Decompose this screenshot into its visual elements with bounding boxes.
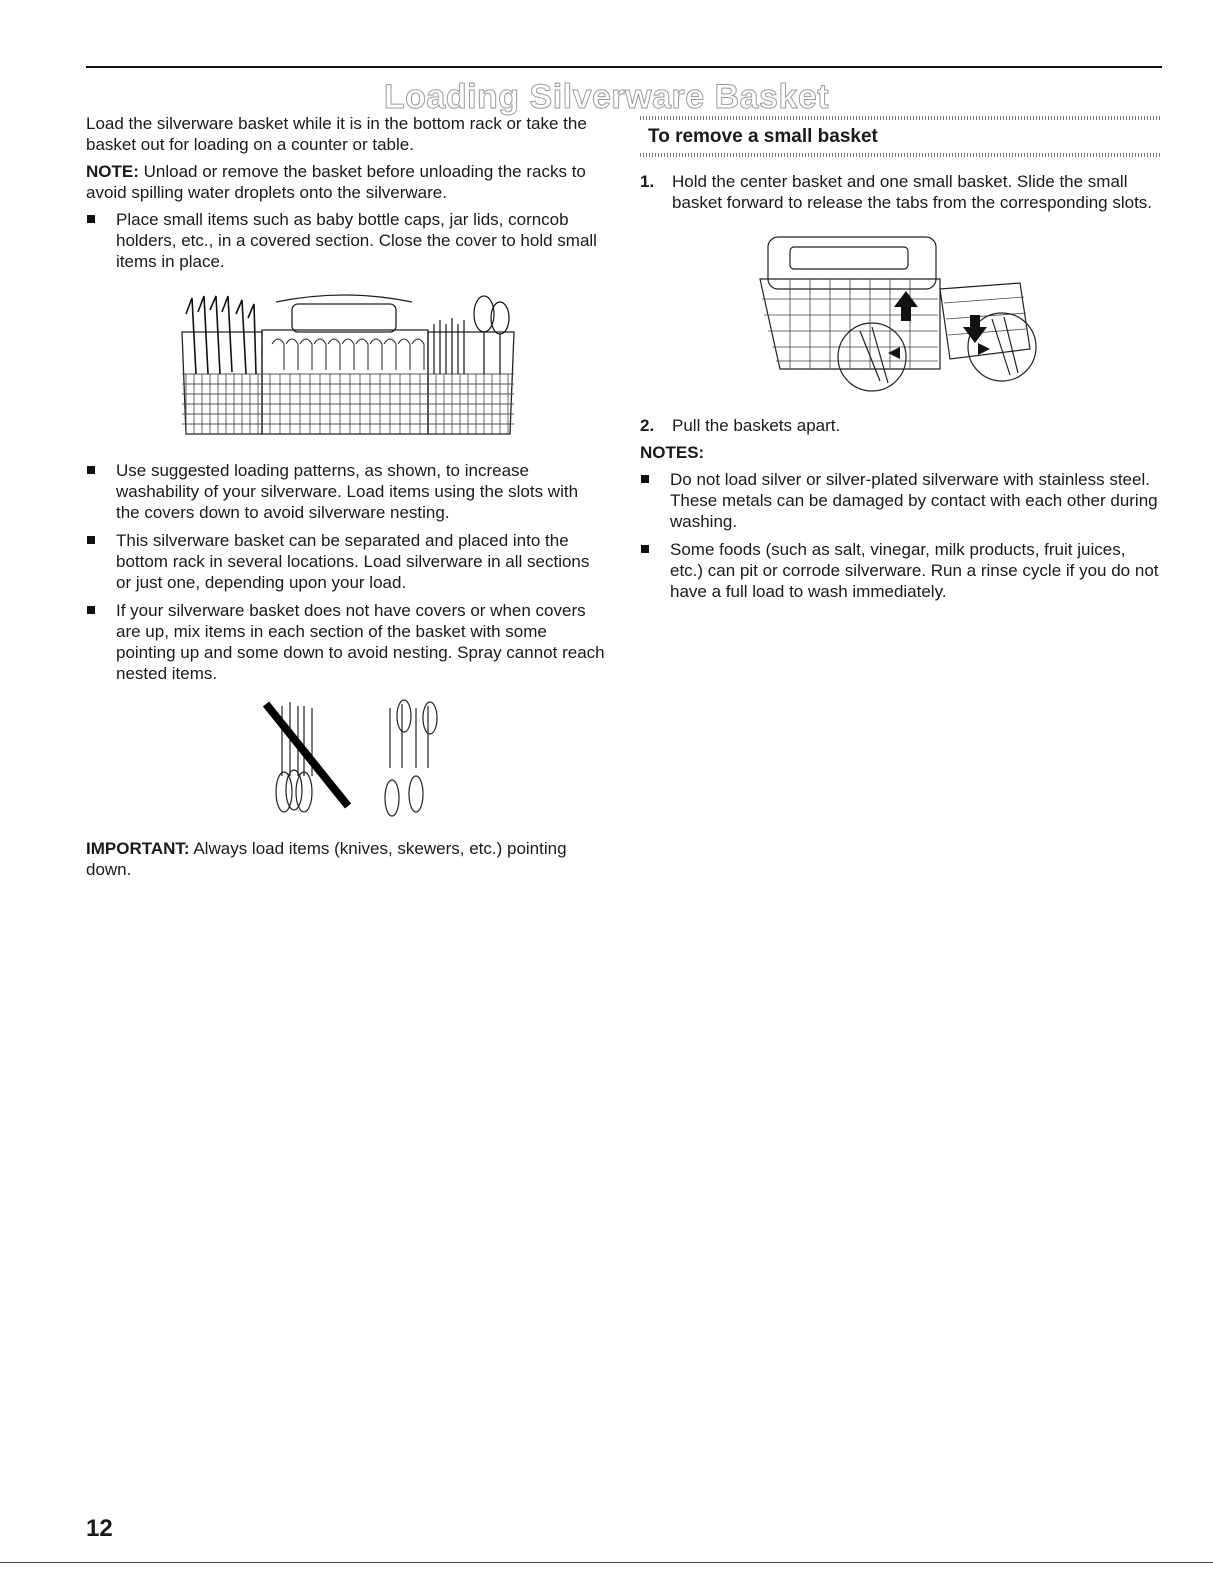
important-label: IMPORTANT: — [86, 839, 190, 858]
bottom-rule — [0, 1562, 1213, 1563]
list-item: If your silverware basket does not have covers or when covers are up, mix items in each section of the basket with some pointing up and some down to avoid nesting. Spray cannot reach nested items. — [86, 600, 606, 684]
steps-list-continued — [640, 415, 1162, 436]
note-paragraph — [86, 161, 606, 203]
list-item: Place small items such as baby bottle caps, jar lids, corncob holders, etc., in a covered section. Close the cover to hold small items in place. — [86, 209, 606, 272]
notes-label: NOTES: — [640, 443, 705, 462]
left-column — [86, 113, 606, 886]
bullet-list-1 — [86, 209, 606, 272]
silverware-basket-illustration — [86, 284, 606, 452]
bullet-icon — [87, 606, 95, 614]
section-heading: To remove a small basket — [648, 126, 878, 147]
important-paragraph — [86, 838, 606, 880]
step-item: 1. Hold the center basket and one small basket. Slide the small basket forward to release the tabs from the corresponding slots. — [640, 172, 1153, 212]
bullet-icon — [87, 215, 95, 223]
nesting-illustration — [86, 694, 606, 824]
important-text: Always load items (knives, skewers, etc.) pointing down. — [86, 839, 567, 879]
bullet-icon — [87, 466, 95, 474]
note-label: NOTE: — [86, 162, 139, 181]
remove-basket-illustration — [640, 219, 1162, 409]
note-text: Unload or remove the basket before unloading the racks to avoid spilling water droplets onto the silverware. — [86, 162, 586, 202]
intro-paragraph: Load the silverware basket while it is in the bottom rack or take the basket out for loading on a counter or table. — [86, 114, 587, 154]
list-item: Use suggested loading patterns, as shown, to increase washability of your silverware. Load items using the slots with the covers down to avoid silverware nesting. — [86, 460, 606, 523]
top-rule — [86, 66, 1162, 68]
bullet-icon — [87, 536, 95, 544]
page-number: 12 — [86, 1515, 113, 1542]
right-column — [640, 116, 1162, 609]
bullet-icon — [641, 475, 649, 483]
bullet-icon — [641, 545, 649, 553]
list-item: Some foods (such as salt, vinegar, milk products, fruit juices, etc.) can pit or corrode silverware. Run a rinse cycle if you do not have a full load to wash immediately. — [640, 539, 1162, 602]
page-title: Loading Silverware Basket — [383, 78, 830, 116]
list-item: This silverware basket can be separated and placed into the bottom rack in several locations. Load silverware in all sections or just one, depending upon your load. — [86, 530, 606, 593]
notes-list — [640, 469, 1162, 602]
bullet-list-2 — [86, 460, 606, 684]
list-item: Do not load silver or silver-plated silverware with stainless steel. These metals can be damaged by contact with each other during washing. — [640, 469, 1162, 532]
steps-list — [640, 171, 1162, 213]
step-item: 2. Pull the baskets apart. — [640, 416, 841, 435]
hatched-rule — [640, 153, 1162, 157]
hatched-rule — [640, 116, 1162, 120]
